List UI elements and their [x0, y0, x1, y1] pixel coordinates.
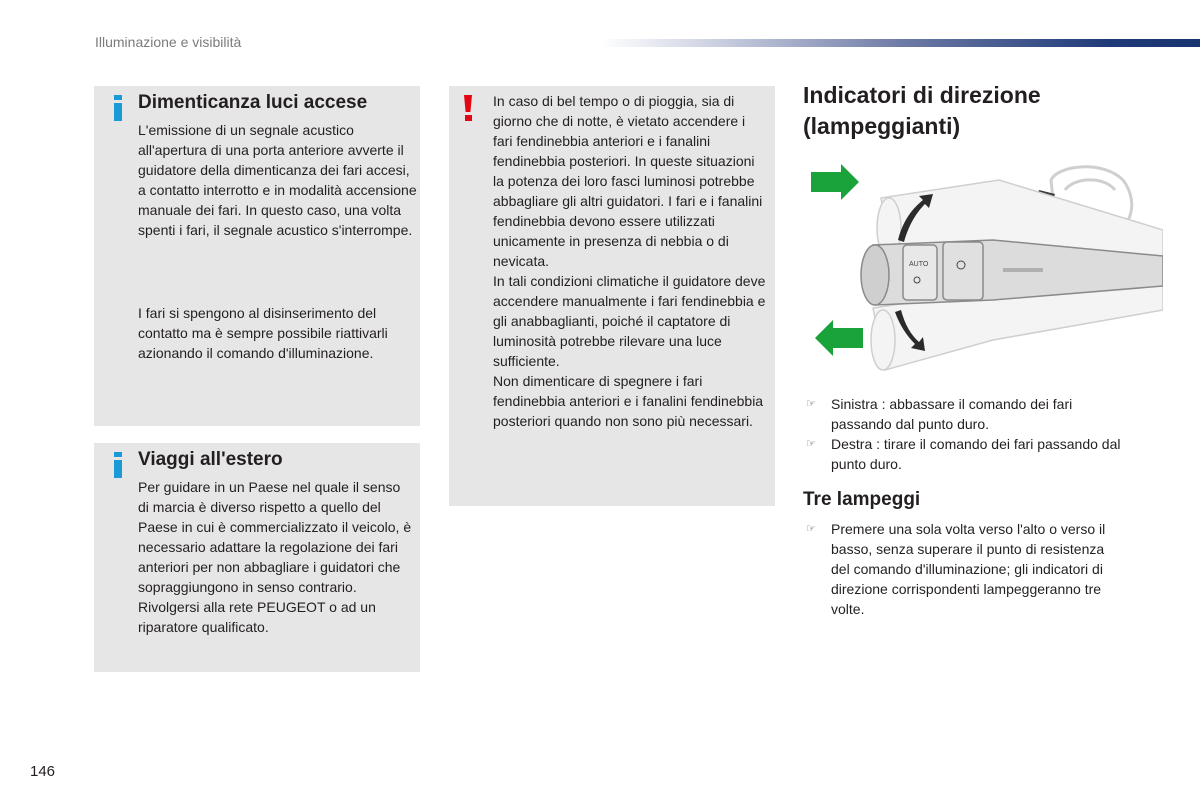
info-box-body: [138, 477, 414, 637]
pointing-hand-icon: ☞: [806, 523, 816, 535]
warning-box-body: [493, 91, 768, 431]
warning-icon: [464, 95, 472, 121]
info-box-body-2: [138, 303, 418, 363]
stalk-auto-label: AUTO: [909, 261, 929, 268]
warning-paragraph: Non dimenticare di spegnere i fari fendinebbia anteriori e i fanalini fendinebbia posteriori quando non sono più necessari.: [493, 373, 764, 429]
stalk-svg: [803, 160, 1163, 380]
turn-signal-bullets: [806, 394, 1136, 474]
bullet-text: Sinistra : abbassare il comando dei fari passando dal punto duro.: [831, 396, 1073, 432]
three-flashes-bullets: [806, 519, 1106, 619]
sub-heading-three-flashes: Tre lampeggi: [803, 489, 921, 510]
page-number: 146: [30, 763, 56, 780]
info-paragraph: Per guidare in un Paese nel quale il senso di marcia è diverso rispetto a quello del Paese in cui è commercializzato il veicolo, è necessario adattare la regolazione dei fari anteriori per non abbagliare i guidatori che sopraggiungono in senso contrario. Rivolgersi alla rete PEUGEOT o ad un riparatore qualificato.: [138, 479, 412, 635]
info-paragraph: I fari si spengono al disinserimento del contatto ma è sempre possibile riattivarli azionando il comando d'illuminazione.: [138, 305, 388, 361]
info-paragraph: L'emissione di un segnale acustico all'apertura di una porta anteriore avverte il guidatore della dimenticanza dei fari accesi, a contatto interrotto e in modalità accensione manuale dei fari. In questo caso, una volta spenti i fari, il segnale acustico s'interrompe.: [138, 122, 417, 238]
header-accent-bar: [600, 39, 1200, 47]
green-arrow-left-icon: [815, 320, 863, 356]
pointing-hand-icon: ☞: [806, 398, 816, 410]
warning-paragraph: In tali condizioni climatiche il guidatore deve accendere manualmente i fari fendinebbia e gli anabbaglianti, poiché il captatore di luminosità potrebbe rilevare una luce sufficiente.: [493, 273, 766, 369]
warning-paragraph: In caso di bel tempo o di pioggia, sia di giorno che di notte, è vietato accendere i fari fendinebbia anteriori e i fanalini fendinebbia posteriori. In queste situazioni la potenza dei loro fasci luminosi potrebbe abbagliare gli altri guidatori. I fari e i fanalini fendinebbia devono essere utilizzati unicamente in presenza di nebbia o di nevicata.: [493, 93, 763, 269]
section-title: Illuminazione e visibilità: [95, 34, 242, 50]
list-item: [806, 519, 1106, 619]
turn-signal-stalk-illustration: [803, 160, 1163, 380]
main-heading-line: (lampeggianti): [803, 113, 961, 139]
info-icon: [114, 452, 122, 478]
bullet-text: Destra : tirare il comando dei fari passando dal punto duro.: [831, 436, 1121, 472]
info-box-title: Dimenticanza luci accese: [138, 92, 368, 113]
green-arrow-right-icon: [811, 164, 859, 200]
list-item: [806, 394, 1136, 434]
main-heading: [803, 80, 1041, 142]
pointing-hand-icon: ☞: [806, 438, 816, 450]
info-box-travel-abroad: [94, 443, 420, 672]
info-box-forgotten-lights: [94, 86, 420, 426]
info-icon: [114, 95, 122, 121]
info-box-title: Viaggi all'estero: [138, 449, 283, 470]
bullet-text: Premere una sola volta verso l'alto o verso il basso, senza superare il punto di resistenza del comando d'illuminazione; gli indicatori di direzione corrispondenti lampeggeranno tre volte.: [831, 521, 1106, 617]
info-box-body: [138, 120, 418, 240]
list-item: [806, 434, 1136, 474]
warning-box-fog-lights: [449, 86, 775, 506]
main-heading-line: Indicatori di direzione: [803, 82, 1041, 108]
